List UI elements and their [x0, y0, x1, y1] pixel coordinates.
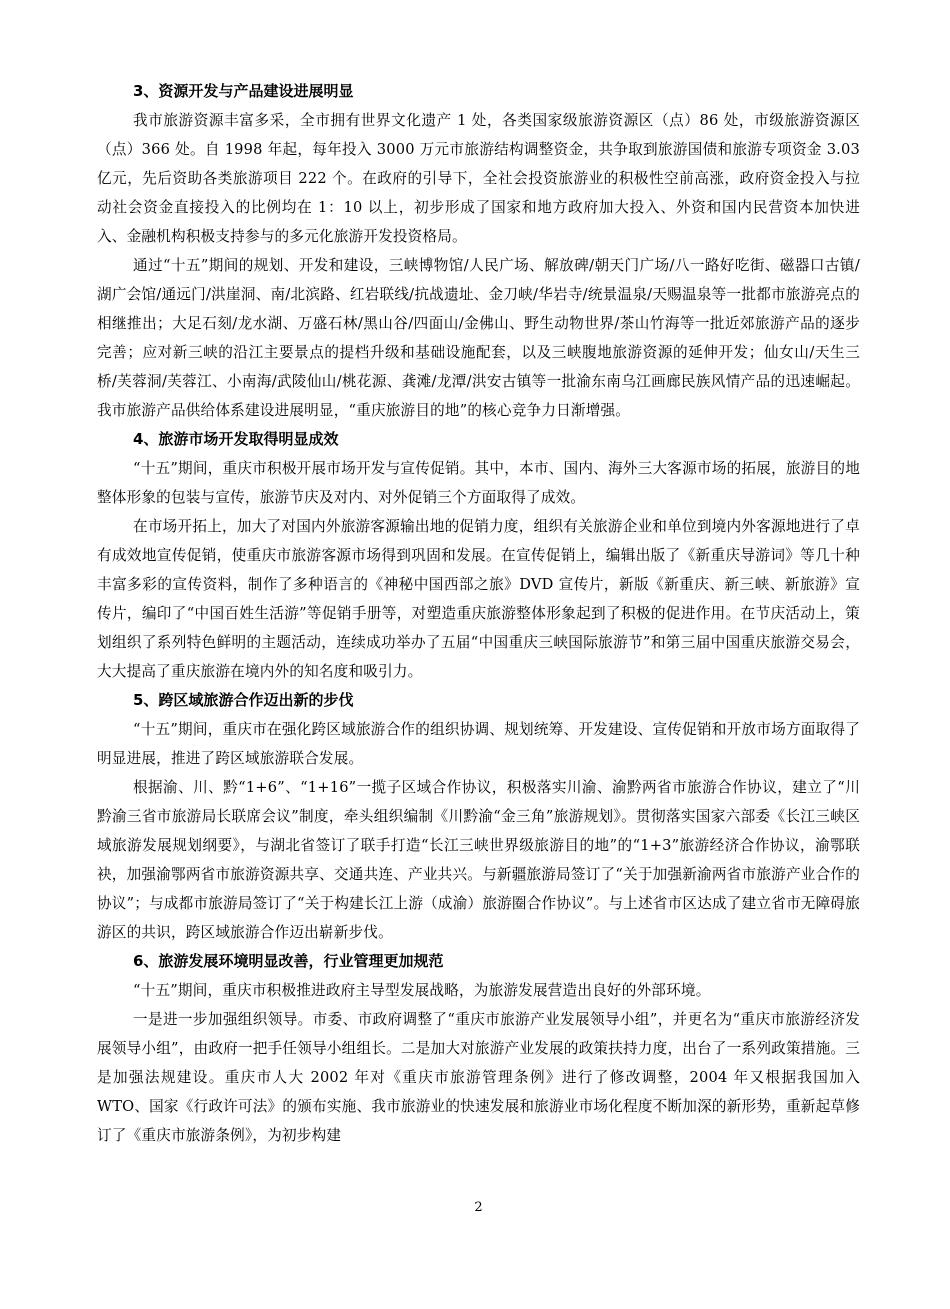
paragraph: “十五”期间，重庆市积极推进政府主导型发展战略，为旅游发展营造出良好的外部环境。 [133, 982, 711, 999]
section-4 [97, 425, 860, 686]
section-6 [97, 947, 860, 1150]
paragraph: 在市场开拓上，加大了对国内外旅游客源输出地的促销力度，组织有关旅游企业和单位到境内外客源地进行了卓有成效地宣传促销，使重庆市旅游客源市场得到巩固和发展。在宣传促销上，编辑出版了《新重庆导游词》等几十种丰富多彩的宣传资料，制作了多种语言的《神秘中国西部之旅》DVD 宣传片，新版《新重庆、新三峡、新旅游》宣传片，编印了“中国百姓生活游”等促销手册等，对塑造重庆旅游整体形象起到了积极的促进作用。在节庆活动上，策划组织了系列特色鲜明的主题活动，连续成功举办了五届“中国重庆三峡国际旅游节”和第三届中国重庆旅游交易会，大大提高了重庆旅游在境内外的知名度和吸引力。 [97, 518, 860, 680]
section-heading: 6、旅游发展环境明显改善，行业管理更加规范 [133, 952, 444, 970]
paragraph: 根据渝、川、黔“1+6”、“1+16”一揽子区域合作协议，积极落实川渝、渝黔两省市旅游合作协议，建立了“川黔渝三省市旅游局长联席会议”制度，牵头组织编制《川黔渝“金三角”旅游规划》。贯彻落实国家六部委《长江三峡区域旅游发展规划纲要》，与湖北省签订了联手打造“长江三峡世界级旅游目的地”的“1+3”旅游经济合作协议，渝鄂联袂，加强渝鄂两省市旅游资源共享、交通共连、产业共兴。与新疆旅游局签订了“关于加强新渝两省市旅游产业合作的协议”；与成都市旅游局签订了“关于构建长江上游（成渝）旅游圈合作协议”。与上述省市区达成了建立省市无障碍旅游区的共识，跨区域旅游合作迈出崭新步伐。 [97, 779, 860, 941]
section-heading: 4、旅游市场开发取得明显成效 [133, 430, 339, 448]
section-heading: 3、资源开发与产品建设进展明显 [133, 82, 354, 100]
paragraph: 我市旅游资源丰富多采，全市拥有世界文化遗产 1 处，各类国家级旅游资源区（点）86 处，市级旅游资源区（点）366 处。自 1998 年起，每年投入 3000 万元市旅游结构调整资金，共争取到旅游国债和旅游专项资金 3.03 亿元，先后资助各类旅游项目 222 个。在政府的引导下，全社会投资旅游业的积极性空前高涨，政府资金投入与拉动社会资金直接投入的比例均在 1：10 以上，初步形成了国家和地方政府加大投入、外资和国内民营资本加快进入、金融机构积极支持参与的多元化旅游开发投资格局。 [97, 112, 860, 245]
page-number: 2 [474, 1200, 483, 1215]
document-body [97, 77, 860, 1150]
paragraph: 一是进一步加强组织领导。市委、市政府调整了“重庆市旅游产业发展领导小组”，并更名为“重庆市旅游经济发展领导小组”，由政府一把手任领导小组组长。二是加大对旅游产业发展的政策扶持力度，出台了一系列政策措施。三是加强法规建设。重庆市人大 2002 年对《重庆市旅游管理条例》进行了修改调整，2004 年又根据我国加入 WTO、国家《行政许可法》的颁布实施、我市旅游业的快速发展和旅游业市场化程度不断加深的新形势，重新起草修订了《重庆市旅游条例》，为初步构建 [97, 1011, 860, 1144]
section-5 [97, 686, 860, 947]
section-heading: 5、跨区域旅游合作迈出新的步伐 [133, 691, 354, 709]
paragraph: 通过“十五”期间的规划、开发和建设，三峡博物馆/人民广场、解放碑/朝天门广场/八一路好吃街、磁器口古镇/湖广会馆/通远门/洪崖洞、南/北滨路、红岩联线/抗战遗址、金刀峡/华岩寺/统景温泉/天赐温泉等一批都市旅游亮点的相继推出；大足石刻/龙水湖、万盛石林/黑山谷/四面山/金佛山、野生动物世界/茶山竹海等一批近郊旅游产品的逐步完善；应对新三峡的沿江主要景点的提档升级和基础设施配套，以及三峡腹地旅游资源的延伸开发；仙女山/天生三桥/芙蓉洞/芙蓉江、小南海/武陵仙山/桃花源、龚滩/龙潭/洪安古镇等一批渝东南乌江画廊民族风情产品的迅速崛起。我市旅游产品供给体系建设进展明显，“重庆旅游目的地”的核心竞争力日渐增强。 [97, 257, 860, 419]
paragraph: “十五”期间，重庆市在强化跨区域旅游合作的组织协调、规划统筹、开发建设、宣传促销和开放市场方面取得了明显进展，推进了跨区域旅游联合发展。 [97, 721, 860, 767]
document-page [97, 0, 860, 1309]
paragraph: “十五”期间，重庆市积极开展市场开发与宣传促销。其中，本市、国内、海外三大客源市场的拓展，旅游目的地整体形象的包装与宣传，旅游节庆及对内、对外促销三个方面取得了成效。 [97, 460, 860, 506]
section-3 [97, 77, 860, 425]
